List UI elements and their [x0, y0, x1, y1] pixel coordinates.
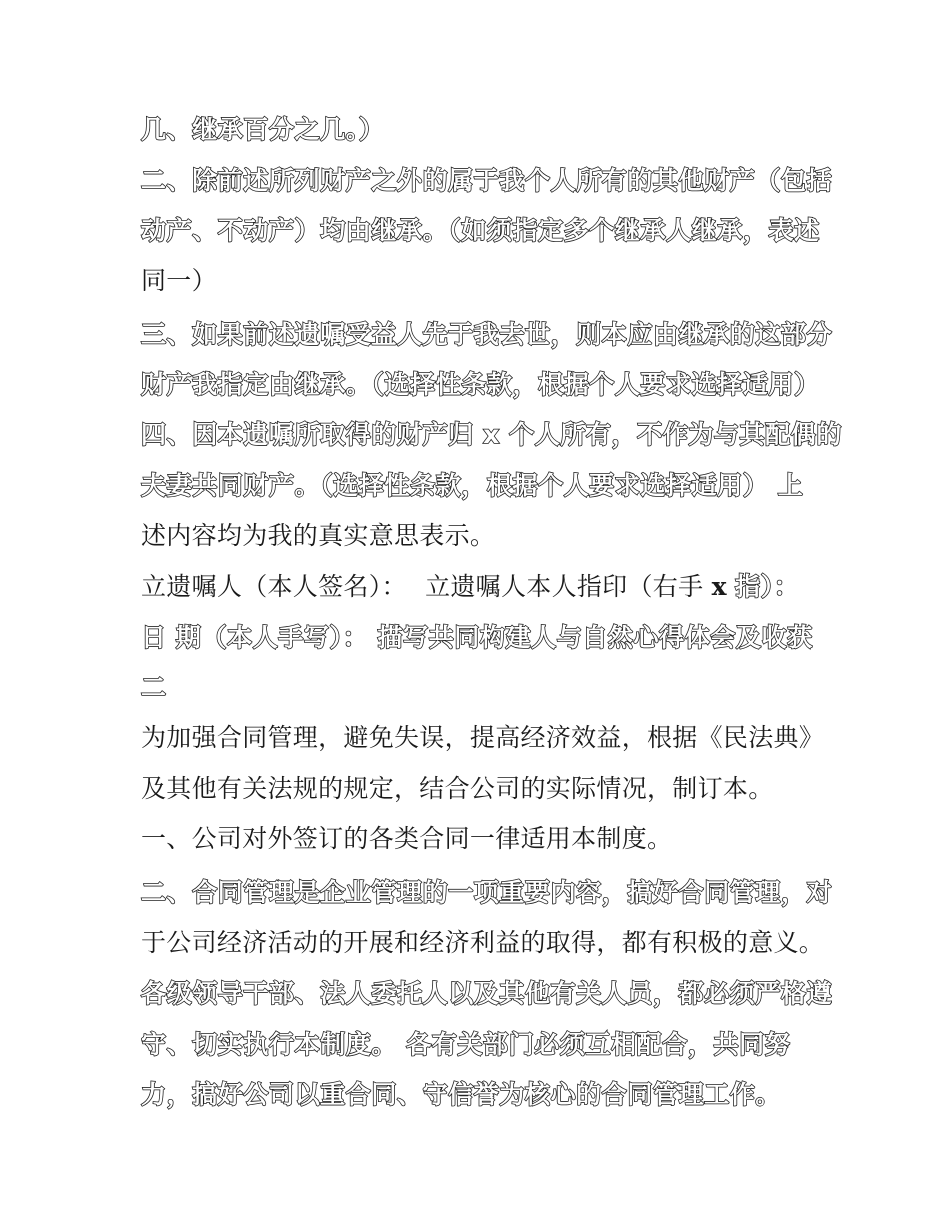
text-line-8: 夫妻共同财产。（选择性条款，根据个人要求选择适用） 上 — [141, 471, 804, 500]
text-line-14: 及其他有关法规的规定，结合公司的实际情况，制订本。 — [141, 774, 774, 803]
text-line-13: 为加强合同管理，避免失误，提高经济效益，根据《民法典》 — [141, 723, 825, 752]
text-line-7: 四、因本遗嘱所取得的财产归 x 个人所有，不作为与其配偶的 — [141, 420, 842, 449]
text-line-15: 一、公司对外签订的各类合同一律适用本制度。 — [141, 824, 673, 853]
text-line-16: 二、合同管理是企业管理的一项重要内容，搞好合同管理，对 — [141, 878, 833, 907]
text-line-1: 几、继承百分之几。） — [141, 115, 385, 144]
testator-signature-label: 立遗嘱人（本人签名）： — [141, 572, 407, 601]
section-number-two: 二 — [141, 673, 167, 702]
text-line-6: 财产我指定由继承。（选择性条款，根据个人要求选择适用） — [141, 370, 820, 399]
text-line-date: 日 期（本人手写）： 描写共同构建人与自然心得体会及收获 — [141, 623, 813, 652]
text-line-5: 三、如果前述遗嘱受益人先于我去世，则本应由继承的这部分 — [141, 320, 833, 349]
text-line-2: 二、除前述所列财产之外的属于我个人所有的其他财产（包括 — [141, 166, 833, 195]
text-line-4: 同一） — [141, 266, 217, 295]
fingerprint-finger-x: x — [711, 572, 727, 601]
text-line-19: 守、切实执行本制度。 各有关部门必须互相配合，共同努 — [141, 1030, 791, 1059]
text-line-18: 各级领导干部、法人委托人以及其他有关人员，都必须严格遵 — [141, 979, 833, 1008]
text-line-17: 于公司经济活动的开展和经济利益的取得，都有积极的意义。 — [141, 928, 825, 957]
fingerprint-label: 立遗嘱人本人指印（右手 — [425, 572, 704, 601]
text-line-3: 动产、不动产）均由继承。（如须指定多个继承人继承，表述 — [141, 216, 820, 245]
signature-line — [141, 572, 799, 602]
fingerprint-label-end: 指）： — [735, 572, 800, 601]
text-line-9: 述内容均为我的真实意思表示。 — [141, 521, 496, 550]
text-line-20: 力，搞好公司以重合同、守信誉为核心的合同管理工作。 — [141, 1080, 782, 1109]
